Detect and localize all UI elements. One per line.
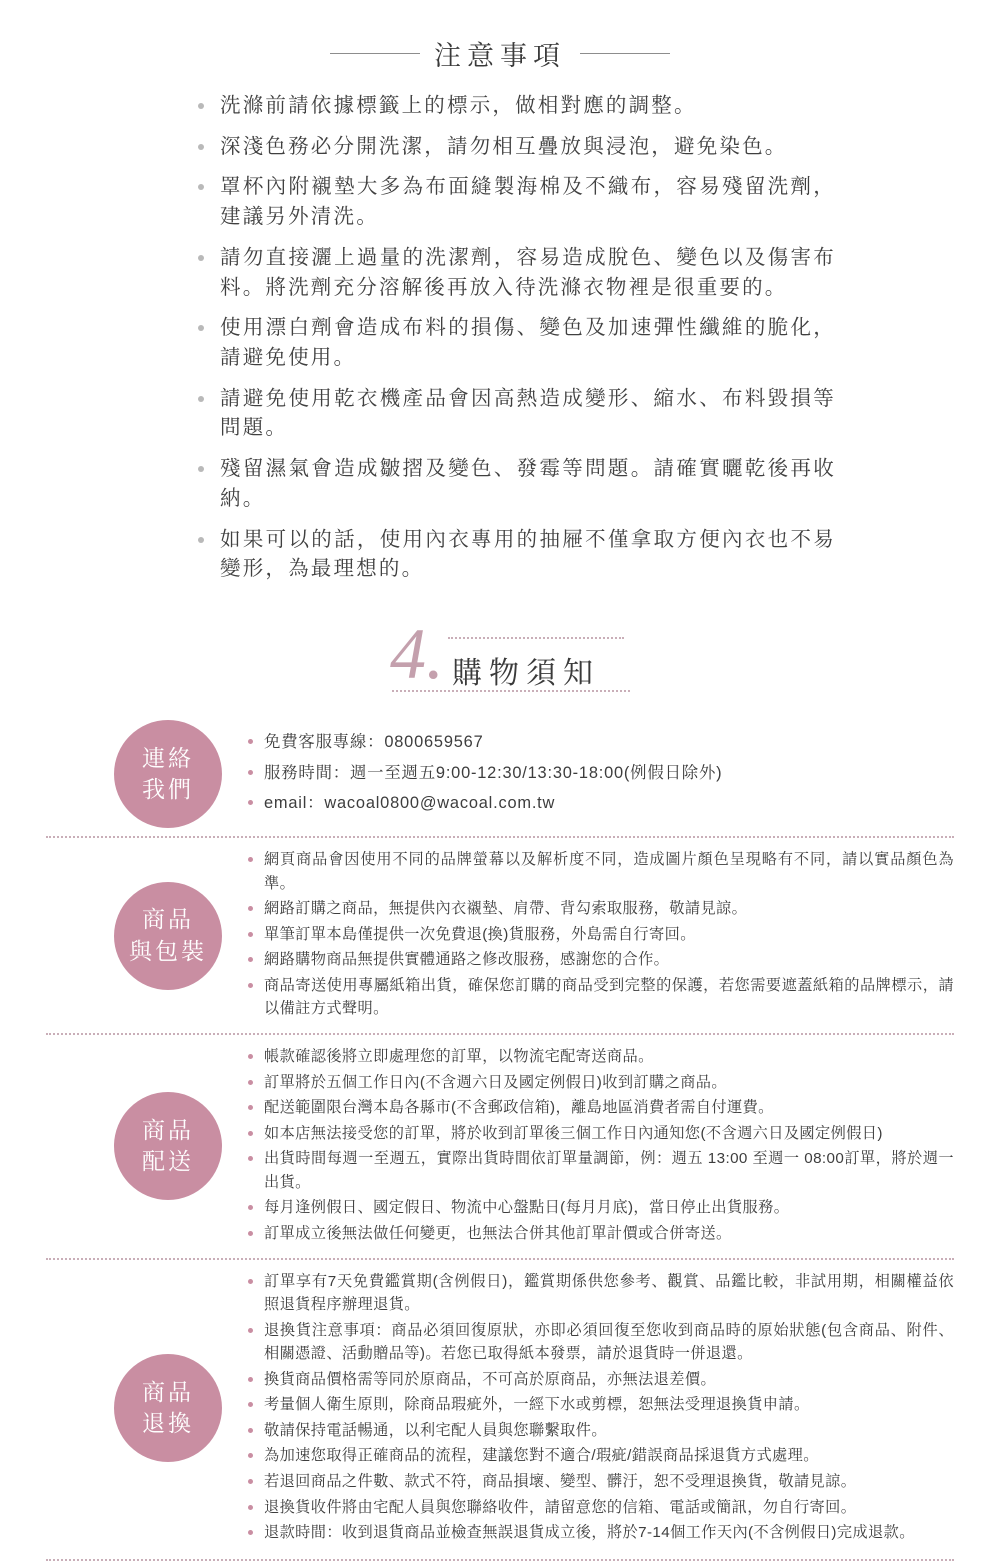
badge-returns: [114, 1354, 222, 1462]
page-title: 注意事項: [434, 41, 566, 71]
list-item: 服務時間：週一至週五9:00-12:30/13:30-18:00(例假日除外): [246, 759, 954, 788]
list-item: 若退回商品之件數、款式不符，商品損壞、變型、髒汙，恕不受理退換貨，敬請見諒。: [246, 1470, 954, 1494]
list-item: 殘留濕氣會造成皺摺及變色、發霉等問題。請確實曬乾後再收納。: [196, 454, 836, 513]
list-item: 訂單享有7天免費鑑賞期(含例假日)，鑑賞期係供您參考、觀賞、品鑑比較，非試用期，相關權益依照退貨程序辦理退貨。: [246, 1270, 954, 1317]
list-item: 商品寄送使用專屬紙箱出貨，確保您訂購的商品受到完整的保護，若您需要遮蓋紙箱的品牌標示，請以備註方式聲明。: [246, 974, 954, 1021]
list-item: 換貨商品價格需等同於原商品，不可高於原商品，亦無法退差價。: [246, 1368, 954, 1392]
list-item: 如果可以的話，使用內衣專用的抽屜不僅拿取方便內衣也不易變形，為最理想的。: [196, 525, 836, 584]
badge-line-2: 我們: [142, 776, 194, 803]
badge-line-2: 配送: [142, 1148, 194, 1175]
list-item: 罩杯內附襯墊大多為布面縫製海棉及不織布，容易殘留洗劑，建議另外清洗。: [196, 172, 836, 231]
contact-list: [246, 728, 954, 820]
returns-list: [246, 1270, 954, 1547]
heading-rule-right: [580, 53, 670, 54]
section-goods-packaging: [0, 838, 1000, 1033]
list-item: 配送範圍限台灣本島各縣市(不含郵政信箱)，離島地區消費者需自付運費。: [246, 1096, 954, 1120]
badge-line-1: 連絡: [142, 745, 194, 772]
shipping-list: [246, 1045, 954, 1248]
list-item: 考量個人衛生原則，除商品瑕疵外，一經下水或剪標，恕無法受理退換貨申請。: [246, 1393, 954, 1417]
list-item: 退款時間：收到退貨商品並檢查無誤退貨成立後，將於7-14個工作天內(不含例假日)完成退款。: [246, 1521, 954, 1545]
list-item: 為加速您取得正確商品的流程，建議您對不適合/瑕疵/錯誤商品採退貨方式處理。: [246, 1444, 954, 1468]
list-item: 出貨時間每週一至週五，實際出貨時間依訂單量調節，例：週五 13:00 至週一 08:00訂單，將於週一出貨。: [246, 1147, 954, 1194]
list-item: 請勿直接灑上過量的洗潔劑，容易造成脫色、變色以及傷害布料。將洗劑充分溶解後再放入待洗滌衣物裡是很重要的。: [196, 243, 836, 302]
section-divider-bottom: [46, 1559, 954, 1561]
badge-line-1: 商品: [142, 906, 194, 933]
list-item: 網路購物商品無提供實體通路之修改服務，感謝您的合作。: [246, 948, 954, 972]
section-returns: [0, 1260, 1000, 1559]
badge-line-1: 商品: [142, 1379, 194, 1406]
list-item: email：wacoal0800@wacoal.com.tw: [246, 789, 954, 818]
section-numeral: 4.: [390, 614, 444, 695]
shopping-heading: [0, 614, 1000, 714]
list-item: 退換貨收件將由宅配人員與您聯絡收件，請留意您的信箱、電話或簡訊，勿自行寄回。: [246, 1496, 954, 1520]
badge-shipping: [114, 1092, 222, 1200]
heading-rule-left: [330, 53, 420, 54]
badge-contact: [114, 720, 222, 828]
list-item: 退換貨注意事項：商品必須回復原狀，亦即必須回復至您收到商品時的原始狀態(包含商品、附件、相關憑證、活動贈品等)。若您已取得紙本發票，請於退貨時一併退還。: [246, 1319, 954, 1366]
section-title: 購物須知: [452, 657, 600, 691]
notice-list: [196, 91, 836, 584]
badge-goods-packaging: [114, 882, 222, 990]
badge-line-2: 與包裝: [129, 937, 207, 964]
list-item: 如本店無法接受您的訂單，將於收到訂單後三個工作日內通知您(不含週六日及國定例假日): [246, 1122, 954, 1146]
list-item: 使用漂白劑會造成布料的損傷、變色及加速彈性纖維的脆化，請避免使用。: [196, 313, 836, 372]
goods-packaging-list: [246, 848, 954, 1023]
list-item: 洗滌前請依據標籤上的標示，做相對應的調整。: [196, 91, 836, 121]
heading-dotted-line-top: [448, 637, 624, 639]
list-item: 帳款確認後將立即處理您的訂單，以物流宅配寄送商品。: [246, 1045, 954, 1069]
list-item: 訂單成立後無法做任何變更，也無法合併其他訂單計價或合併寄送。: [246, 1222, 954, 1246]
list-item: 網頁商品會因使用不同的品牌螢幕以及解析度不同，造成圖片顏色呈現略有不同，請以實品顏色為準。: [246, 848, 954, 895]
section-contact: [0, 714, 1000, 836]
badge-line-1: 商品: [142, 1117, 194, 1144]
notice-heading: [0, 0, 1000, 73]
list-item: 訂單將於五個工作日內(不含週六日及國定例假日)收到訂購之商品。: [246, 1071, 954, 1095]
list-item: 網路訂購之商品，無提供內衣襯墊、肩帶、背勾索取服務，敬請見諒。: [246, 897, 954, 921]
list-item: 敬請保持電話暢通，以利宅配人員與您聯繫取件。: [246, 1419, 954, 1443]
list-item: 免費客服專線：0800659567: [246, 728, 954, 757]
list-item: 深淺色務必分開洗潔，請勿相互疊放與浸泡，避免染色。: [196, 132, 836, 162]
badge-line-2: 退換: [142, 1410, 194, 1437]
list-item: 每月逢例假日、國定假日、物流中心盤點日(每月月底)，當日停止出貨服務。: [246, 1196, 954, 1220]
list-item: 單筆訂單本島僅提供一次免費退(換)貨服務，外島需自行寄回。: [246, 923, 954, 947]
section-shipping: [0, 1035, 1000, 1258]
list-item: 請避免使用乾衣機產品會因高熱造成變形、縮水、布料毀損等問題。: [196, 384, 836, 443]
